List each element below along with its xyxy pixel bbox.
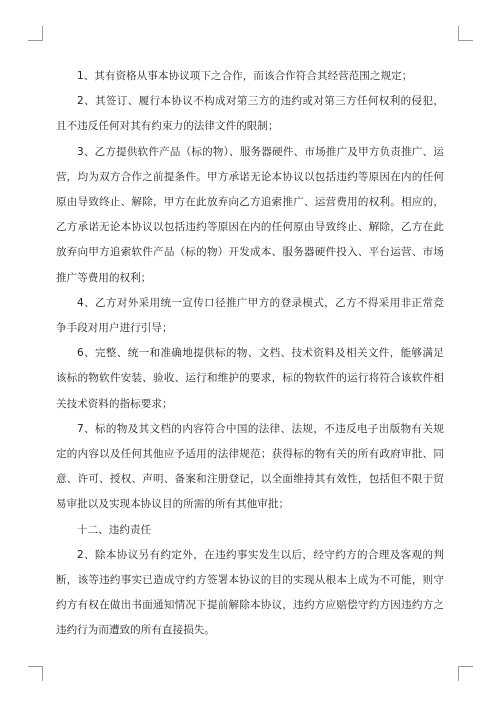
clause-2: 2、其签订、履行本协议不构成对第三方的违约或对第三方任何权利的侵犯，且不违反任何对其有约束力的法律文件的限制； [56, 95, 444, 133]
breach-clause-2: 2、除本协议另有约定外，在违约事实发生以后，经守约方的合理及客观的判断，该等违约事实已造成守约方签署本协议的目的实现从根本上成为不可能，则守约方有权在做出书面通知情况下提前解除本协议，违约方应赔偿守约方因违约方之违约行为而遭致的所有直接损失。 [56, 548, 444, 637]
page-corner-mark-bottom-left [28, 666, 43, 681]
page-corner-mark-top-right [458, 26, 473, 41]
page-corner-mark-bottom-right [458, 666, 473, 681]
document-body [56, 64, 444, 644]
section-heading-breach-liability: 十二、违约责任 [77, 523, 152, 536]
clause-7: 7、标的物及其文档的内容符合中国的法律、法规，不违反电子出版物有关规定的内容以及任何其他应予适用的法律规范；获得标的物有关的所有政府审批、同意、许可、授权、声明、备案和注册登记，以全面维持其有效性，包括但不限于贸易审批以及实现本协议目的所需的所有其他审批； [56, 422, 444, 511]
clause-4: 4、乙方对外采用统一宣传口径推广甲方的登录模式，乙方不得采用非正常竞争手段对用户进行引导； [56, 296, 444, 335]
clause-3: 3、乙方提供软件产品（标的物）、服务器硬件、市场推广及甲方负责推广、运营，均为双方合作之前提条件。甲方承诺无论本协议以包括违约等原因在内的任何原由导致终止、解除，甲方在此放弃向乙方追索推广、运营费用的权利。相应的，乙方承诺无论本协议以包括违约等原因在内的任何原由导致终止、解除，乙方在此放弃向甲方追索软件产品（标的物）开发成本、服务器硬件投入、平台运营、市场推广等费用的权利； [56, 145, 444, 284]
clause-1: 1、其有资格从事本协议项下之合作，而该合作符合其经营范围之规定； [77, 70, 413, 82]
page-corner-mark-top-left [28, 26, 43, 41]
clause-6: 6、完整、统一和准确地提供标的物、文档、技术资料及相关文件，能够满足该标的物软件安装、验收、运行和维护的要求，标的物软件的运行将符合该软件相关技术资料的指标要求； [56, 347, 444, 410]
